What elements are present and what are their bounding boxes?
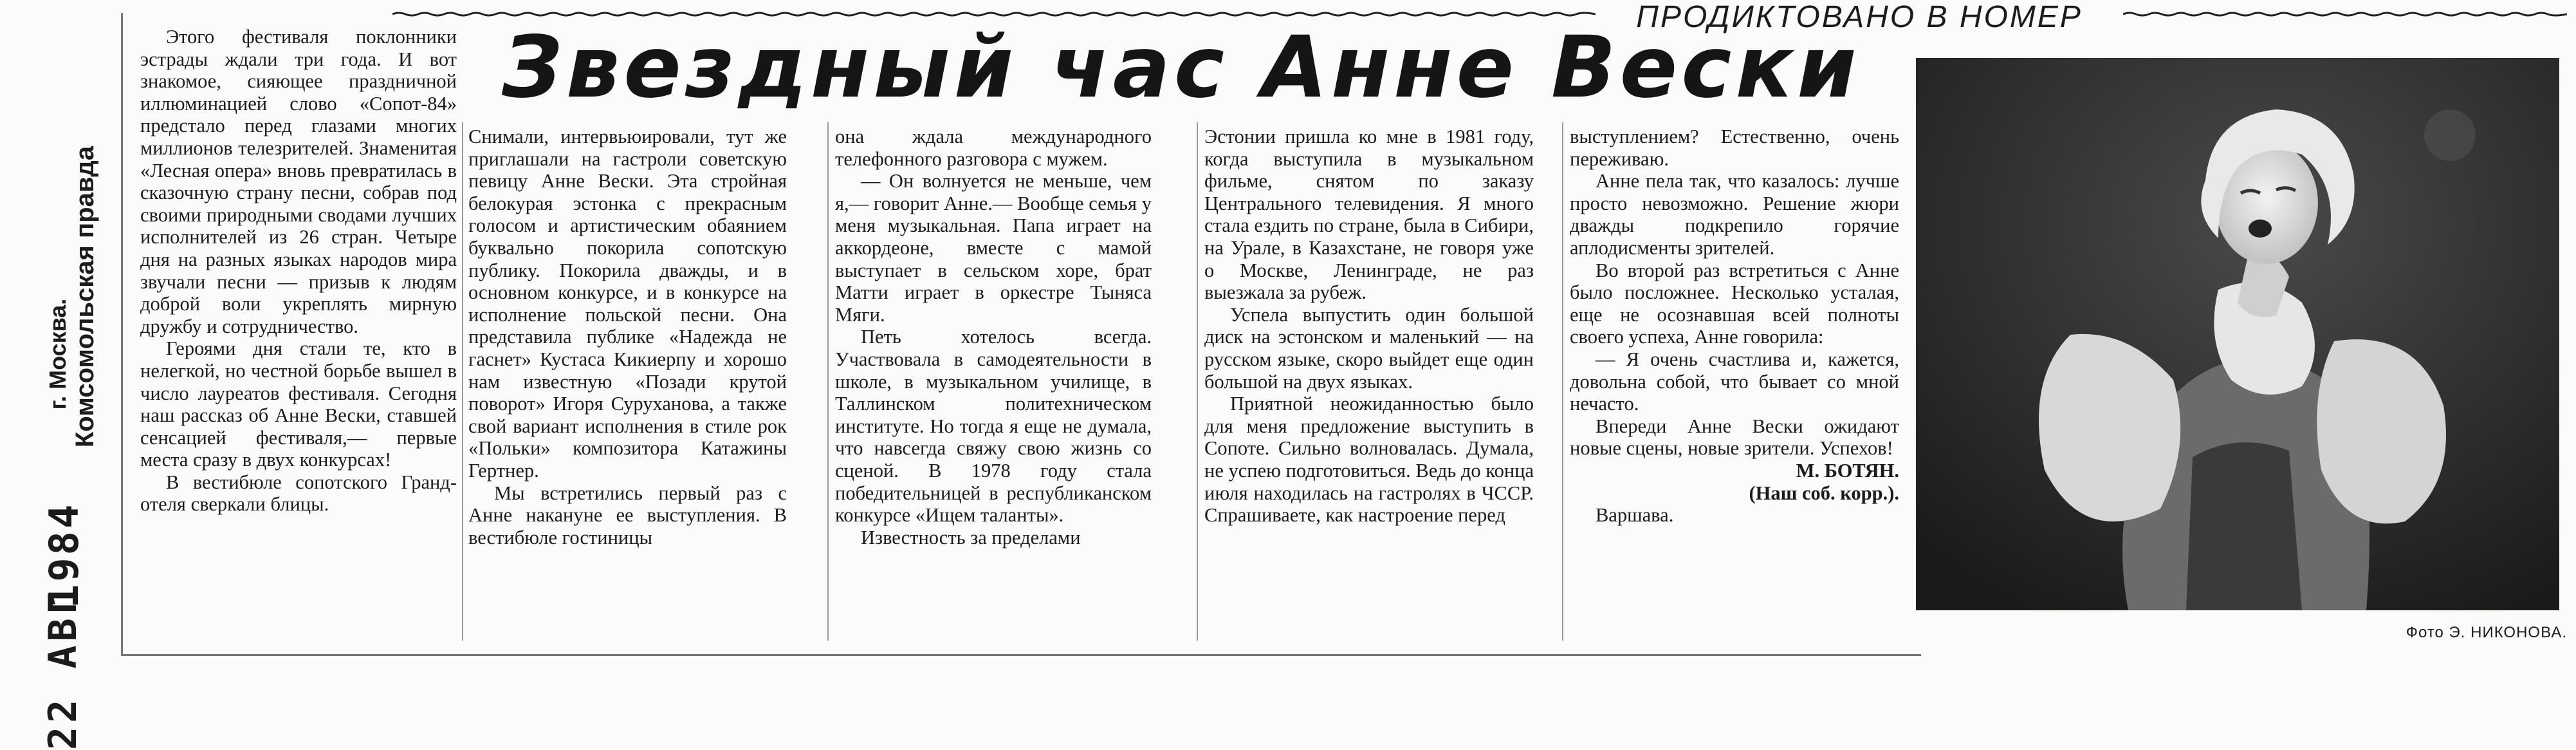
- author-role: (Наш соб. корр.).: [1749, 482, 1899, 504]
- rubric-label: ПРОДИКТОВАНО В НОМЕР: [1636, 0, 2083, 34]
- rubric-wavy-rule-right: [2123, 12, 2567, 17]
- paragraph: Успела выпустить один большой диск на эстонском и маленький — на русском языке, скоро выйдет еще один большой на двух языках.: [1204, 303, 1534, 393]
- paragraph: Снимали, интервьюировали, тут же приглашали на гастроли советскую певицу Анне Вески. Эта стройная белокурая эстонка с прекрасным голосом и артистическим обаянием буквально покорила сопотскую публику. Покорила дважды, и в основном конкурсе, и в конкурсе на исполнение польской песни. Она представила публике «Надежда не гаснет» Кустаса Кикиерпу и хорошо нам известную «Позади крутой поворот» Игоря Суруханова, а также свой вариант исполнения в стиле рок «Польки» композитора Катажины Гертнер.: [468, 126, 787, 482]
- paragraph: она ждала международного телефонного разговора с мужем.: [835, 126, 1152, 170]
- article-column-2: [468, 126, 787, 641]
- article-column-5: [1570, 126, 1899, 641]
- paragraph: Приятной неожиданностью было для меня предложение выступить в Сопоте. Сильно волновалась. Думала, не успею подготовиться. Ведь до конца июля находилась на гастролях в ЧССР. Спрашиваете, как настроение перед: [1204, 393, 1534, 527]
- column-divider: [827, 122, 829, 641]
- paragraph: — Я очень счастлива и, кажется, довольна собой, что бывает со мной нечасто.: [1570, 348, 1899, 415]
- article-column-3: [835, 126, 1152, 641]
- paragraph: Петь хотелось всегда. Участвовала в самодеятельности в школе, в музыкальном училище, в Таллинском политехническом институте. Но тогда я еще не думала, что навсегда свяжу свою жизнь со сценой. В 1978 году стала победительницей в республиканском конкурсе «Ищем таланты».: [835, 326, 1152, 527]
- paragraph: — Он волнуется не меньше, чем я,— говорит Анне.— Вообще семья у меня музыкальная. Папа играет на аккордеоне, вместе с мамой выступает в сельском хоре, брат Матти играет в оркестре Тыняса Мяги.: [835, 170, 1152, 326]
- paragraph: Во второй раз встретиться с Анне было посложнее. Несколько усталая, еще не осознавшая всей полноты своего успеха, Анне говорила:: [1570, 259, 1899, 348]
- article-photo: [1916, 58, 2559, 610]
- paragraph: Этого фестиваля поклонники эстрады ждали три года. И вот знакомое, сияющее праздничной иллюминацией слово «Сопот-84» предстало перед глазами многих миллионов телезрителей. Знаменитая «Лесная опера» вновь превратилась в сказочную страну песни, собрав под своими природными сводами лучших исполнителей из 26 стран. Четыре дня на разных языках народов мира звучали песни — призыв к людям доброй воли укреплять мирную дружбу и сотрудничество.: [140, 26, 457, 337]
- dateline-place: Варшава.: [1596, 504, 1674, 527]
- paragraph: Впереди Анне Вески ожидают новые сцены, новые зрители. Успехов!: [1570, 415, 1899, 460]
- masthead-city: г. Москва.: [44, 298, 71, 410]
- date-stamp-year: 1984: [41, 502, 87, 608]
- paragraph: Известность за пределами: [861, 526, 1081, 548]
- paragraph: Героями дня стали те, кто в нелегкой, но честной борьбе вышел в число лауреатов фестиваля. Сегодня наш рассказ об Анне Вески, ставшей сенсацией фестиваля,— первые места сразу в двух конкурсах!: [140, 337, 457, 471]
- paragraph: Анне пела так, что казалось: лучше просто невозможно. Решение жюри дважды подкрепило горячие аплодисменты зрителей.: [1570, 170, 1899, 259]
- article-headline: Звездный час Анне Вески: [502, 18, 1861, 117]
- date-stamp-day-month: 22 АВГ: [41, 587, 86, 750]
- column-divider: [462, 122, 463, 641]
- article-column-4: [1204, 126, 1534, 641]
- masthead-newspaper-name: Комсомольская правда: [71, 145, 99, 447]
- paragraph: Эстонии пришла ко мне в 1981 году, когда выступила в музыкальном фильме, снятом по заказу Центрального телевидения. Я много стала ездить по стране, была в Сибири, на Урале, в Казахстане, не говоря уже о Москве, Ленинграде, не раз выезжала за рубеж.: [1204, 126, 1534, 304]
- paragraph: В вестибюле сопотского Гранд-отеля сверкали блицы.: [140, 471, 457, 516]
- column-divider: [1197, 122, 1198, 641]
- photo-credit: Фото Э. НИКОНОВА.: [2406, 624, 2567, 641]
- article-column-1: [140, 26, 457, 641]
- author-signature: М. БОТЯН.: [1796, 459, 1899, 482]
- paragraph: выступлением? Естественно, очень переживаю.: [1570, 126, 1899, 170]
- column-divider: [1562, 122, 1563, 641]
- singer-photo-illustration: [1916, 58, 2559, 610]
- paragraph: Мы встретились первый раз с Анне накануне ее выступления. В вестибюле гостиницы: [468, 482, 787, 548]
